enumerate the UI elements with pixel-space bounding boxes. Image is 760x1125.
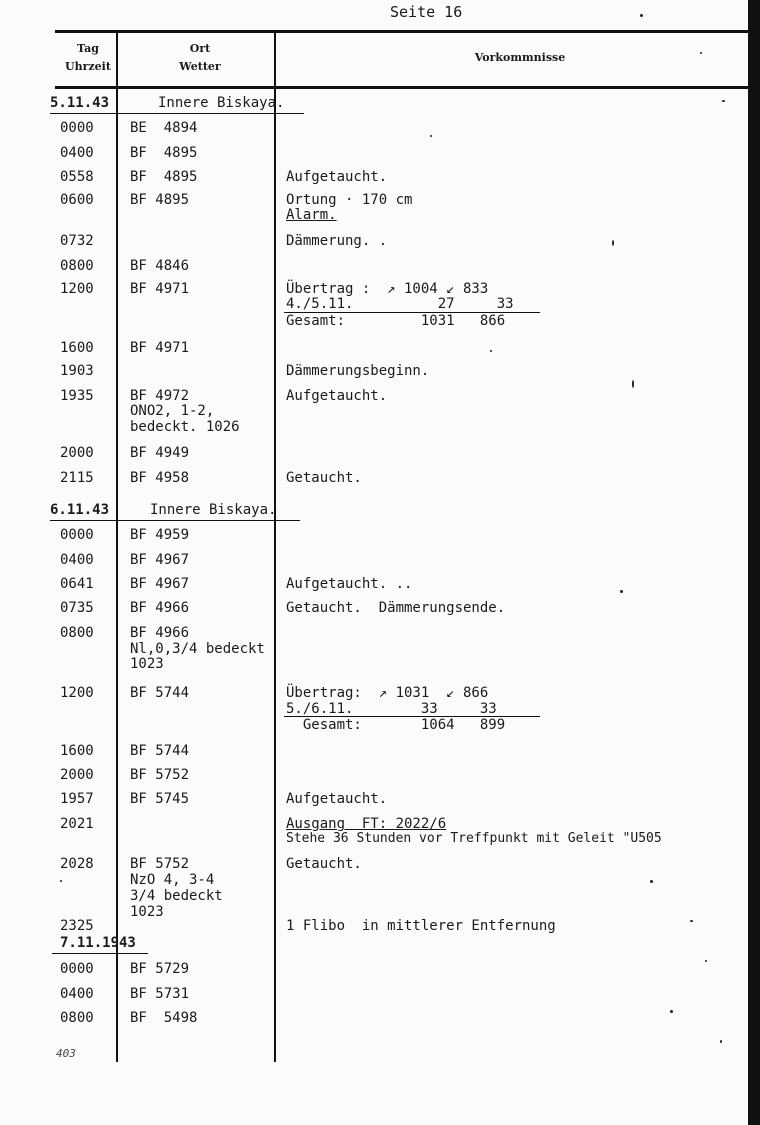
row-event: Übertrag : ↗ 1004 ↙ 833 [286,281,489,297]
date-underline [52,953,148,954]
row-event: 1 Flibo in mittlerer Entfernung [286,918,556,934]
row-ort: BF 4966 [130,625,190,641]
scan-speck [690,920,693,922]
row-ort: BF 4895 [130,169,198,185]
row-time: 1957 [60,791,94,807]
row-time: 0000 [60,961,94,977]
row-event-line2: Stehe 36 Stunden vor Treffpunkt mit Geleit "U505 [286,831,662,846]
scan-speck [612,240,614,246]
row-ort: BF 4966 [130,600,190,616]
row-time: 1200 [60,685,94,701]
row-time: 0800 [60,1010,94,1026]
row-ort: BF 4895 [130,192,190,208]
row-time: 0400 [60,986,94,1002]
row-event: Dämmerungsbeginn. [286,363,430,379]
row-time: 0000 [60,527,94,543]
column-divider-2 [274,32,276,1062]
row-time: 1600 [60,340,94,356]
row-event: Ortung · 170 cm [286,192,413,208]
row-event: Getaucht. [286,856,362,872]
row-time: 0800 [60,625,94,641]
header-col1-line2: Uhrzeit [65,60,111,73]
scan-speck [430,135,432,137]
row-ort: BF 4958 [130,470,190,486]
area-label: Innere Biskaya. [150,502,277,518]
row-time: 0000 [60,120,94,136]
row-event-line2: Alarm. [286,207,337,223]
row-ort: BF 4949 [130,445,190,461]
row-ort: BF 5729 [130,961,190,977]
row-ort: BF 5752 [130,856,190,872]
row-ort-line3: bedeckt. 1026 [130,419,240,435]
row-time: 2000 [60,767,94,783]
date-label: 5.11.43 [50,95,110,111]
row-time: 1935 [60,388,94,404]
row-event: Dämmerung. . [286,233,388,249]
row-time: 2115 [60,470,94,486]
row-ort: BF 4972 [130,388,190,404]
row-event: Aufgetaucht. [286,791,388,807]
header-col1-line1: Tag [77,42,99,55]
page-number: Seite 16 [390,3,463,21]
scan-border [748,0,760,1125]
row-ort-line3: 3/4 bedeckt [130,888,223,904]
scan-speck [60,880,62,882]
row-ort: BE 4894 [130,120,198,136]
scan-speck [650,880,653,883]
row-event-line2: 4./5.11. 27 33 [286,296,514,312]
row-time: 0732 [60,233,94,249]
header-top-rule [55,30,755,33]
row-time: 1600 [60,743,94,759]
row-event: Getaucht. [286,470,362,486]
row-ort: BF 5744 [130,743,190,759]
row-time: 0600 [60,192,94,208]
row-ort: BF 5745 [130,791,190,807]
header-col2-line2: Wetter [179,60,221,73]
row-ort: BF 4971 [130,281,190,297]
scan-speck [490,350,492,352]
row-time: 0400 [60,552,94,568]
row-ort: BF 5752 [130,767,190,783]
date-underline [50,113,304,114]
row-event-line2: 5./6.11. 33 33 [286,701,497,717]
date-label: 7.11.1943 [60,935,136,951]
row-event: Ausgang FT: 2022/6 [286,816,447,832]
area-label: Innere Biskaya. [158,95,285,111]
row-ort-line4: 1023 [130,904,164,920]
header-col2-line1: Ort [189,42,211,55]
row-time: 2000 [60,445,94,461]
header-col3: Vorkommnisse [474,51,566,64]
row-time: 0641 [60,576,94,592]
row-time: 0800 [60,258,94,274]
scan-speck [670,1010,673,1013]
scan-speck [700,52,702,54]
row-ort: BF 4971 [130,340,190,356]
row-event: Aufgetaucht. [286,388,388,404]
row-ort-line3: 1023 [130,656,164,672]
row-ort-line2: NzO 4, 3-4 [130,872,215,888]
date-underline [50,520,300,521]
row-event: Aufgetaucht. [286,169,388,185]
row-time: 0558 [60,169,94,185]
row-ort: BF 4967 [130,576,190,592]
row-ort: BF 5744 [130,685,190,701]
row-event: Getaucht. Dämmerungsende. [286,600,506,616]
row-ort: BF 5498 [130,1010,198,1026]
header-bottom-rule [55,86,755,89]
row-event-line3: Gesamt: 1064 899 [286,717,506,733]
row-ort-line2: ONO2, 1-2, [130,403,215,419]
scan-speck [722,100,725,102]
row-ort-line2: Nl,0,3/4 bedeckt [130,641,265,657]
row-event: Aufgetaucht. .. [286,576,413,592]
row-ort: BF 5731 [130,986,190,1002]
scan-speck [720,1040,722,1043]
archive-stamp: 403 [56,1047,76,1060]
row-event-line3: Gesamt: 1031 866 [286,313,506,329]
scan-speck [632,380,634,388]
row-time: 0735 [60,600,94,616]
scan-speck [620,590,623,593]
row-ort: BF 4846 [130,258,190,274]
scan-speck [705,960,707,962]
column-divider-1 [116,32,118,1062]
row-time: 1903 [60,363,94,379]
row-time: 2021 [60,816,94,832]
row-event: Übertrag: ↗ 1031 ↙ 866 [286,685,489,701]
date-label: 6.11.43 [50,502,110,518]
row-ort: BF 4967 [130,552,190,568]
scan-speck [640,14,643,17]
row-time: 2028 [60,856,94,872]
row-time: 1200 [60,281,94,297]
row-ort: BF 4895 [130,145,198,161]
row-time: 0400 [60,145,94,161]
row-time: 2325 [60,918,94,934]
row-ort: BF 4959 [130,527,190,543]
